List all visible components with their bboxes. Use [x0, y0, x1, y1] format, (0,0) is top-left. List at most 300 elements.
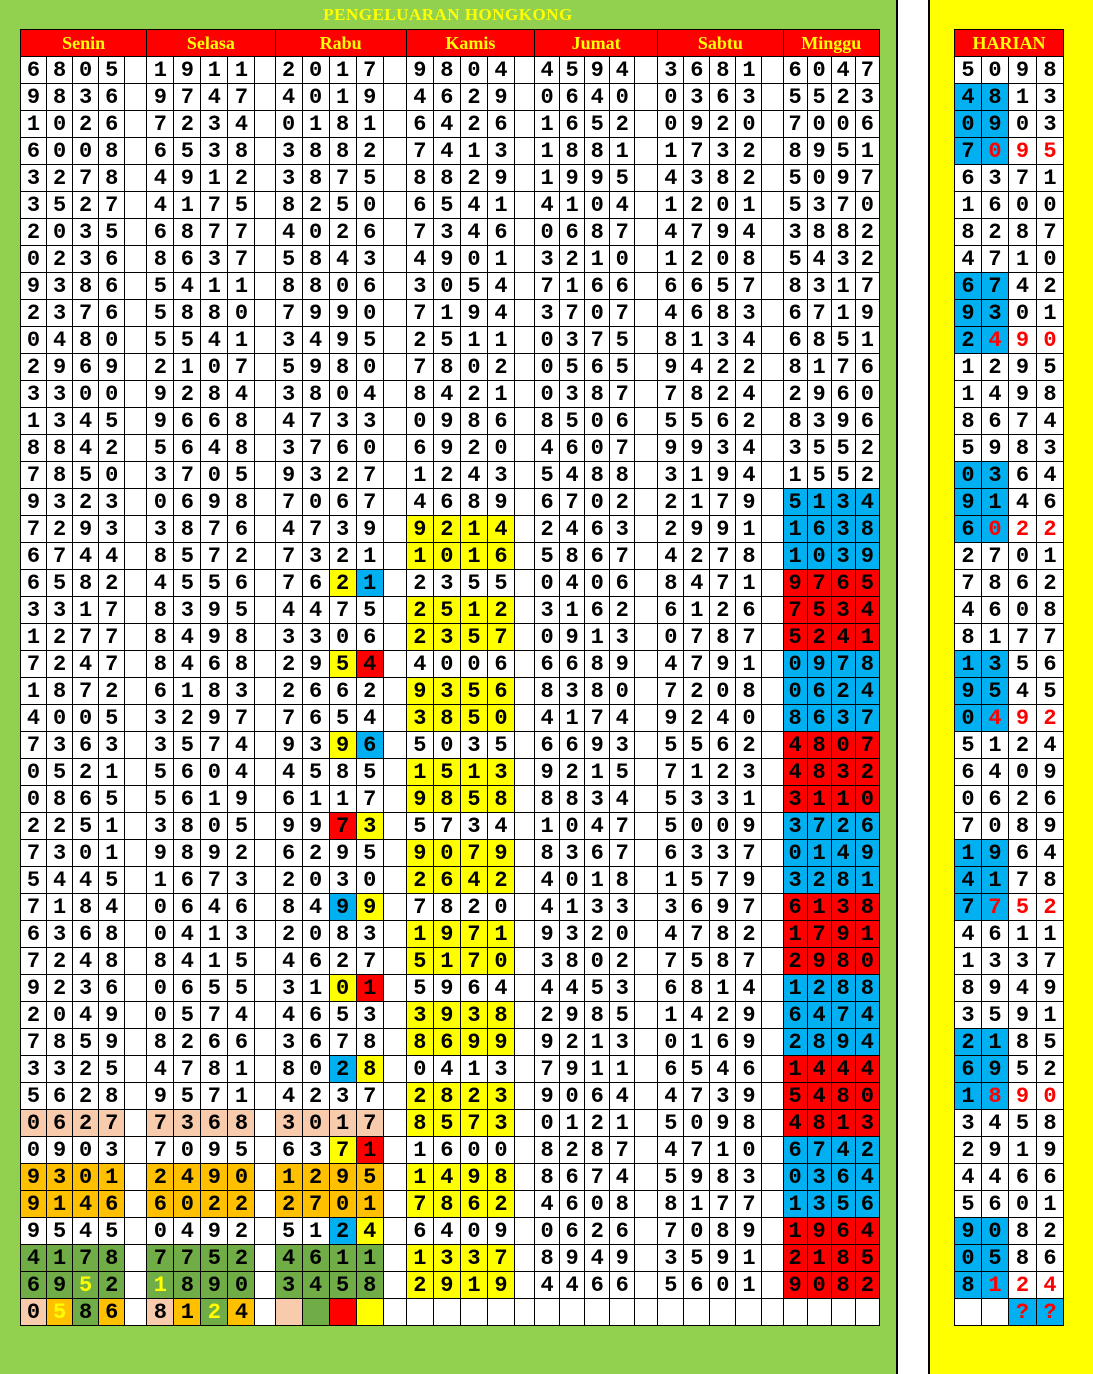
digit-cell: 0: [433, 543, 460, 570]
digit-cell: 9: [21, 84, 47, 111]
column-spacer: [255, 1137, 275, 1164]
digit-cell: 3: [356, 408, 383, 435]
harian-row: [955, 678, 1064, 705]
digit-cell: 8: [201, 381, 228, 408]
digit-cell: 1: [406, 462, 433, 489]
column-spacer: [762, 1056, 783, 1083]
digit-cell: 6: [684, 1272, 710, 1299]
column-spacer: [762, 948, 783, 975]
digit-cell: 7: [736, 840, 762, 867]
column-spacer: [255, 1299, 275, 1326]
digit-cell: 5: [329, 651, 356, 678]
digit-cell: 5: [433, 192, 460, 219]
digit-cell: 8: [560, 786, 585, 813]
digit-cell: 0: [535, 219, 560, 246]
digit-cell: 4: [302, 894, 329, 921]
harian-digit: 5: [982, 678, 1009, 705]
digit-cell: [684, 1299, 710, 1326]
digit-cell: 8: [47, 435, 73, 462]
digit-cell: 1: [736, 786, 762, 813]
digit-cell: 6: [21, 921, 47, 948]
digit-cell: 1: [610, 1056, 635, 1083]
digit-cell: 8: [736, 678, 762, 705]
digit-cell: 3: [831, 759, 855, 786]
digit-cell: 4: [658, 165, 684, 192]
digit-cell: 6: [560, 1191, 585, 1218]
digit-cell: 4: [855, 489, 879, 516]
digit-cell: 1: [406, 921, 433, 948]
column-spacer: [383, 651, 406, 678]
digit-cell: 1: [99, 1164, 125, 1191]
digit-cell: 0: [147, 1002, 174, 1029]
table-row: [21, 57, 880, 84]
digit-cell: 3: [710, 840, 736, 867]
column-spacer: [762, 273, 783, 300]
column-spacer: [515, 1002, 535, 1029]
digit-cell: 5: [783, 624, 807, 651]
column-spacer: [125, 300, 147, 327]
column-spacer: [255, 1272, 275, 1299]
harian-digit: 7: [955, 138, 982, 165]
table-row: [21, 462, 880, 489]
digit-cell: 5: [329, 192, 356, 219]
digit-cell: 3: [684, 165, 710, 192]
digit-cell: 2: [710, 111, 736, 138]
digit-cell: 3: [433, 219, 460, 246]
digit-cell: 0: [302, 921, 329, 948]
column-spacer: [635, 111, 658, 138]
digit-cell: 2: [99, 1272, 125, 1299]
digit-cell: 7: [460, 1110, 487, 1137]
day-header-selasa: Selasa: [147, 30, 275, 57]
digit-cell: 9: [433, 1272, 460, 1299]
harian-row: [955, 975, 1064, 1002]
digit-cell: 3: [201, 111, 228, 138]
digit-cell: 7: [174, 1056, 201, 1083]
digit-cell: 8: [610, 1191, 635, 1218]
harian-digit: 6: [1037, 786, 1064, 813]
digit-cell: 6: [535, 651, 560, 678]
digit-cell: 5: [329, 1002, 356, 1029]
harian-digit: 5: [1037, 138, 1064, 165]
column-spacer: [383, 1272, 406, 1299]
column-spacer: [515, 354, 535, 381]
column-spacer: [515, 381, 535, 408]
digit-cell: 9: [201, 597, 228, 624]
digit-cell: 2: [460, 381, 487, 408]
digit-cell: 5: [807, 597, 831, 624]
harian-digit: 5: [955, 732, 982, 759]
digit-cell: 3: [147, 813, 174, 840]
digit-cell: 7: [329, 165, 356, 192]
digit-cell: 4: [228, 1299, 255, 1326]
column-spacer: [383, 597, 406, 624]
harian-digit: 7: [955, 813, 982, 840]
harian-row: [955, 597, 1064, 624]
column-spacer: [255, 705, 275, 732]
digit-cell: 5: [460, 273, 487, 300]
digit-cell: 0: [99, 327, 125, 354]
digit-cell: 2: [783, 948, 807, 975]
digit-cell: 8: [831, 948, 855, 975]
digit-cell: 0: [535, 570, 560, 597]
digit-cell: 6: [487, 219, 514, 246]
digit-cell: 9: [47, 1272, 73, 1299]
digit-cell: 3: [610, 624, 635, 651]
harian-digit: 4: [1009, 273, 1037, 300]
digit-cell: 8: [710, 1164, 736, 1191]
digit-cell: 7: [585, 705, 610, 732]
digit-cell: 3: [329, 1083, 356, 1110]
digit-cell: 8: [710, 1218, 736, 1245]
digit-cell: 2: [406, 1272, 433, 1299]
digit-cell: 4: [658, 1137, 684, 1164]
column-spacer: [125, 327, 147, 354]
column-spacer: [515, 84, 535, 111]
harian-digit: 2: [1037, 570, 1064, 597]
digit-cell: 8: [147, 1299, 174, 1326]
column-spacer: [635, 786, 658, 813]
digit-cell: 3: [610, 975, 635, 1002]
digit-cell: 2: [47, 948, 73, 975]
digit-cell: 9: [147, 408, 174, 435]
harian-digit: 2: [1037, 1056, 1064, 1083]
column-spacer: [383, 1191, 406, 1218]
column-spacer: [125, 813, 147, 840]
digit-cell: 9: [831, 408, 855, 435]
digit-cell: 1: [302, 1218, 329, 1245]
digit-cell: 9: [831, 165, 855, 192]
digit-cell: 7: [710, 543, 736, 570]
digit-cell: 0: [302, 489, 329, 516]
digit-cell: 2: [228, 165, 255, 192]
digit-cell: 0: [783, 1164, 807, 1191]
digit-cell: 0: [610, 246, 635, 273]
digit-cell: 6: [329, 678, 356, 705]
digit-cell: 2: [275, 678, 302, 705]
digit-cell: 4: [684, 354, 710, 381]
digit-cell: 7: [855, 57, 879, 84]
column-spacer: [635, 894, 658, 921]
digit-cell: 6: [487, 543, 514, 570]
column-spacer: [255, 84, 275, 111]
digit-cell: 5: [807, 462, 831, 489]
digit-cell: 5: [433, 759, 460, 786]
digit-cell: 0: [329, 975, 356, 1002]
harian-digit: 7: [1009, 408, 1037, 435]
digit-cell: 6: [783, 57, 807, 84]
harian-digit: 0: [982, 138, 1009, 165]
digit-cell: 2: [433, 516, 460, 543]
column-spacer: [635, 1218, 658, 1245]
harian-digit: 6: [982, 921, 1009, 948]
digit-cell: 2: [329, 543, 356, 570]
harian-digit: 8: [982, 1083, 1009, 1110]
digit-cell: 0: [302, 219, 329, 246]
digit-cell: 6: [783, 300, 807, 327]
day-header-senin: Senin: [21, 30, 147, 57]
digit-cell: 2: [302, 192, 329, 219]
digit-cell: 1: [807, 489, 831, 516]
digit-cell: 9: [807, 651, 831, 678]
column-spacer: [125, 138, 147, 165]
column-spacer: [125, 165, 147, 192]
digit-cell: 7: [783, 111, 807, 138]
digit-cell: 0: [610, 921, 635, 948]
digit-cell: 1: [201, 57, 228, 84]
digit-cell: 5: [275, 1218, 302, 1245]
column-spacer: [383, 705, 406, 732]
column-spacer: [515, 1056, 535, 1083]
harian-digit: 0: [1037, 246, 1064, 273]
digit-cell: 0: [460, 246, 487, 273]
digit-cell: 1: [855, 921, 879, 948]
harian-digit: 6: [955, 516, 982, 543]
digit-cell: 0: [147, 894, 174, 921]
table-row: [21, 786, 880, 813]
digit-cell: 0: [560, 813, 585, 840]
digit-cell: 0: [21, 327, 47, 354]
digit-cell: 0: [535, 84, 560, 111]
digit-cell: 7: [535, 1056, 560, 1083]
digit-cell: 4: [535, 1191, 560, 1218]
digit-cell: 9: [73, 516, 99, 543]
digit-cell: 0: [47, 1002, 73, 1029]
digit-cell: 7: [610, 300, 635, 327]
digit-cell: 5: [831, 435, 855, 462]
digit-cell: 1: [684, 327, 710, 354]
harian-digit: 8: [1037, 1110, 1064, 1137]
digit-cell: 5: [855, 1245, 879, 1272]
table-row: [21, 1083, 880, 1110]
column-spacer: [762, 489, 783, 516]
harian-digit: 9: [1009, 1002, 1037, 1029]
digit-cell: 6: [99, 1191, 125, 1218]
digit-cell: 9: [487, 1029, 514, 1056]
digit-cell: 3: [433, 1245, 460, 1272]
digit-cell: 7: [855, 705, 879, 732]
digit-cell: 4: [736, 462, 762, 489]
column-spacer: [635, 1191, 658, 1218]
digit-cell: 6: [807, 516, 831, 543]
digit-cell: 4: [807, 1002, 831, 1029]
table-row: [21, 948, 880, 975]
column-spacer: [635, 1164, 658, 1191]
harian-digit: 0: [1009, 759, 1037, 786]
digit-cell: 2: [406, 624, 433, 651]
digit-cell: 9: [433, 246, 460, 273]
digit-cell: 7: [21, 948, 47, 975]
digit-cell: 6: [99, 1299, 125, 1326]
digit-cell: 4: [356, 381, 383, 408]
digit-cell: 7: [736, 894, 762, 921]
harian-digit: 5: [955, 1191, 982, 1218]
column-spacer: [383, 732, 406, 759]
column-spacer: [762, 1110, 783, 1137]
digit-cell: 4: [406, 84, 433, 111]
harian-digit: 7: [1037, 948, 1064, 975]
gap-divider: [896, 0, 930, 1374]
column-spacer: [635, 165, 658, 192]
digit-cell: 9: [201, 1137, 228, 1164]
harian-row: [955, 867, 1064, 894]
digit-cell: 8: [658, 570, 684, 597]
column-spacer: [635, 975, 658, 1002]
digit-cell: 8: [585, 138, 610, 165]
digit-cell: 2: [329, 219, 356, 246]
column-spacer: [383, 273, 406, 300]
digit-cell: 8: [831, 219, 855, 246]
digit-cell: 8: [535, 408, 560, 435]
digit-cell: 1: [228, 327, 255, 354]
digit-cell: 1: [487, 327, 514, 354]
digit-cell: 9: [658, 705, 684, 732]
column-spacer: [255, 624, 275, 651]
harian-row: [955, 813, 1064, 840]
digit-cell: 0: [487, 1137, 514, 1164]
digit-cell: 2: [406, 1083, 433, 1110]
digit-cell: 1: [460, 1056, 487, 1083]
harian-digit: 9: [982, 1056, 1009, 1083]
digit-cell: 2: [406, 327, 433, 354]
harian-digit: 1: [982, 1029, 1009, 1056]
digit-cell: 5: [460, 705, 487, 732]
harian-digit: 6: [1009, 570, 1037, 597]
column-spacer: [762, 354, 783, 381]
digit-cell: 5: [460, 624, 487, 651]
column-spacer: [762, 867, 783, 894]
digit-cell: 3: [736, 300, 762, 327]
digit-cell: 0: [356, 354, 383, 381]
digit-cell: 8: [147, 624, 174, 651]
digit-cell: 8: [356, 1056, 383, 1083]
table-row: [21, 165, 880, 192]
digit-cell: 4: [73, 543, 99, 570]
harian-row: [955, 435, 1064, 462]
digit-cell: 5: [275, 354, 302, 381]
table-row: [21, 138, 880, 165]
digit-cell: 6: [147, 678, 174, 705]
digit-cell: 0: [73, 840, 99, 867]
digit-cell: 8: [535, 840, 560, 867]
digit-cell: 9: [329, 732, 356, 759]
digit-cell: 8: [610, 867, 635, 894]
digit-cell: 5: [406, 732, 433, 759]
harian-row: [955, 408, 1064, 435]
harian-digit: 0: [1009, 111, 1037, 138]
column-spacer: [635, 651, 658, 678]
digit-cell: 0: [585, 300, 610, 327]
digit-cell: 5: [658, 786, 684, 813]
digit-cell: 7: [684, 219, 710, 246]
harian-digit: 1: [1009, 1137, 1037, 1164]
digit-cell: 0: [201, 462, 228, 489]
digit-cell: 9: [433, 435, 460, 462]
digit-cell: 7: [201, 219, 228, 246]
digit-cell: 7: [275, 543, 302, 570]
harian-row: [955, 840, 1064, 867]
digit-cell: 0: [21, 759, 47, 786]
digit-cell: 8: [710, 624, 736, 651]
harian-header: HARIAN: [955, 30, 1064, 57]
digit-cell: 5: [535, 462, 560, 489]
digit-cell: 0: [684, 1110, 710, 1137]
digit-cell: 2: [710, 597, 736, 624]
digit-cell: 2: [47, 516, 73, 543]
harian-digit: 2: [1037, 273, 1064, 300]
digit-cell: 8: [406, 1110, 433, 1137]
digit-cell: 1: [201, 273, 228, 300]
digit-cell: 0: [302, 1056, 329, 1083]
digit-cell: 9: [21, 1191, 47, 1218]
digit-cell: 5: [73, 813, 99, 840]
digit-cell: 7: [736, 1191, 762, 1218]
digit-cell: 6: [855, 1191, 879, 1218]
digit-cell: 6: [684, 894, 710, 921]
digit-cell: 4: [406, 651, 433, 678]
digit-cell: 1: [174, 1299, 201, 1326]
digit-cell: 4: [275, 84, 302, 111]
digit-cell: 5: [356, 759, 383, 786]
harian-digit: 4: [1009, 678, 1037, 705]
digit-cell: 7: [356, 1110, 383, 1137]
digit-cell: 8: [228, 435, 255, 462]
digit-cell: 9: [99, 1002, 125, 1029]
digit-cell: 7: [460, 921, 487, 948]
digit-cell: 4: [47, 327, 73, 354]
digit-cell: 6: [585, 1272, 610, 1299]
table-row: [21, 219, 880, 246]
digit-cell: 3: [487, 1110, 514, 1137]
column-spacer: [515, 435, 535, 462]
digit-cell: 9: [275, 813, 302, 840]
digit-cell: 3: [356, 1002, 383, 1029]
harian-digit: 8: [1037, 597, 1064, 624]
digit-cell: 0: [21, 786, 47, 813]
digit-cell: 6: [99, 975, 125, 1002]
digit-cell: 8: [585, 381, 610, 408]
digit-cell: 6: [406, 1218, 433, 1245]
digit-cell: 4: [487, 57, 514, 84]
digit-cell: 2: [535, 516, 560, 543]
column-spacer: [255, 489, 275, 516]
digit-cell: 6: [831, 1164, 855, 1191]
digit-cell: 6: [99, 246, 125, 273]
digit-cell: 6: [21, 57, 47, 84]
digit-cell: 0: [807, 111, 831, 138]
digit-cell: [658, 1299, 684, 1326]
digit-cell: 3: [302, 543, 329, 570]
column-spacer: [383, 327, 406, 354]
digit-cell: 9: [710, 894, 736, 921]
digit-cell: 8: [560, 543, 585, 570]
digit-cell: 5: [21, 1083, 47, 1110]
harian-digit: 1: [982, 867, 1009, 894]
digit-cell: 7: [610, 543, 635, 570]
digit-cell: 1: [487, 192, 514, 219]
digit-cell: 2: [302, 1083, 329, 1110]
digit-cell: 3: [356, 246, 383, 273]
column-spacer: [635, 273, 658, 300]
column-spacer: [255, 1056, 275, 1083]
column-spacer: [125, 1110, 147, 1137]
digit-cell: 4: [831, 57, 855, 84]
digit-cell: 5: [807, 84, 831, 111]
digit-cell: 8: [807, 1029, 831, 1056]
digit-cell: 4: [535, 57, 560, 84]
harian-digit: 4: [982, 759, 1009, 786]
digit-cell: 0: [201, 759, 228, 786]
